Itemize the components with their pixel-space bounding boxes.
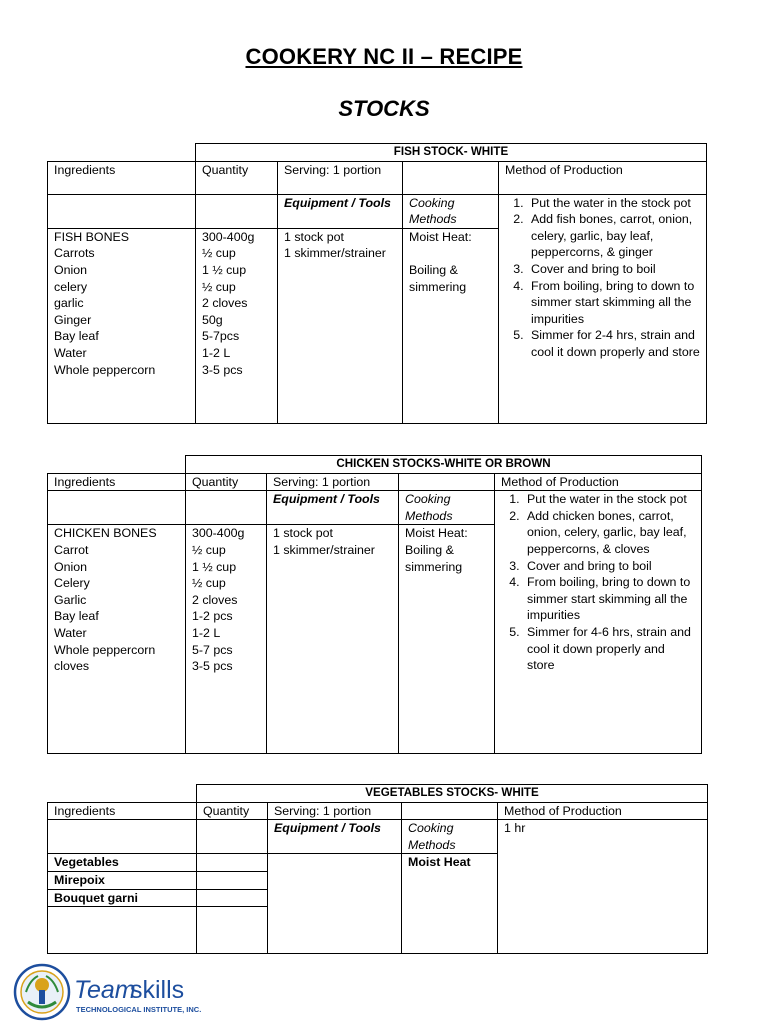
chicken-step: 1. Put the water in the stock pot (523, 491, 695, 508)
cooking-method: Boiling & simmering (405, 542, 463, 574)
chicken-step: 4. From boiling, bring to down to simmer start skimming all the impurities (523, 574, 695, 624)
chicken-cooking (399, 525, 495, 754)
veg-method-time: 1 hr (498, 820, 708, 954)
ingredient-qty: 1-2 L (202, 345, 231, 360)
ingredient-qty: 50g (202, 312, 223, 327)
veg-equipment-header: Equipment / Tools (268, 820, 402, 854)
chicken-step: 2. Add chicken bones, carrot, onion, celery, garlic, bay leaf, peppercorns, & cloves (523, 508, 695, 558)
ingredient-qty: 2 cloves (202, 296, 248, 311)
ingredient-name: Whole peppercorn (54, 642, 156, 657)
cooking-method: Moist Heat: (405, 526, 468, 541)
fish-cooking-header: Cooking Methods (403, 194, 499, 228)
ingredient-qty: 5-7pcs (202, 329, 240, 344)
tool-item: 1 skimmer/strainer (273, 542, 375, 557)
teamskills-logo (12, 962, 212, 1022)
veg-heading: VEGETABLES STOCKS- WHITE (197, 785, 708, 803)
tool-item: 1 stock pot (284, 229, 344, 244)
ingredient-qty: ½ cup (202, 279, 236, 294)
ingredient-qty: 1-2 L (192, 625, 221, 640)
fish-equipment-header: Equipment / Tools (278, 194, 403, 228)
veg-ingredient: Mirepoix (48, 871, 197, 889)
ingredient-qty: 300-400g (202, 229, 255, 244)
ingredient-qty: 3-5 pcs (192, 659, 233, 674)
fish-ingredient-list (48, 228, 196, 423)
fish-stock-table (47, 143, 707, 424)
ingredient-name: CHICKEN BONES (54, 526, 157, 541)
fish-heading: FISH STOCK- WHITE (196, 144, 707, 162)
chicken-stock-table (47, 455, 702, 754)
veg-ingredients-header: Ingredients (48, 802, 197, 820)
ingredient-name: Ginger (54, 312, 92, 327)
page-title: COOKERY NC II – RECIPE (245, 44, 523, 69)
ingredient-name: Celery (54, 576, 90, 591)
logo-team-text: Team (74, 976, 136, 1004)
ingredient-qty: 5-7 pcs (192, 642, 233, 657)
ingredient-name: FISH BONES (54, 229, 130, 244)
ingredient-name: Water (54, 345, 87, 360)
ingredient-name: Carrots (54, 246, 95, 261)
chicken-ingredients-header: Ingredients (48, 473, 186, 491)
chicken-method-header: Method of Production (495, 473, 702, 491)
ingredient-qty: 1 ½ cup (192, 559, 237, 574)
fish-ingredients-header: Ingredients (48, 161, 196, 194)
veg-ingredient: Bouquet garni (48, 889, 197, 907)
ingredient-name: Onion (54, 262, 88, 277)
veg-quantity-header: Quantity (197, 802, 268, 820)
fish-method-header: Method of Production (499, 161, 707, 194)
ingredient-qty: ½ cup (202, 246, 236, 261)
logo-institute-text: TECHNOLOGICAL INSTITUTE, INC. (76, 1005, 202, 1014)
ingredient-qty: ½ cup (192, 542, 226, 557)
fish-tools (278, 228, 403, 423)
ingredient-name: celery (54, 279, 88, 294)
veg-tools (268, 854, 402, 954)
chicken-quantity-list (186, 525, 267, 754)
ingredient-name: Onion (54, 559, 88, 574)
ingredient-name: Water (54, 625, 87, 640)
ingredient-qty: 2 cloves (192, 592, 238, 607)
cooking-method: Boiling & simmering (409, 262, 467, 294)
ingredient-name: Whole peppercorn (54, 362, 156, 377)
chicken-step: 5. Simmer for 4-6 hrs, strain and cool it down properly and store (523, 624, 695, 674)
tool-item: 1 skimmer/strainer (284, 246, 386, 261)
veg-cooking-header: Cooking Methods (402, 820, 498, 854)
logo-skills-text: skills (130, 976, 185, 1004)
fish-step: 1. Put the water in the stock pot (527, 195, 700, 212)
ingredient-name: Bay leaf (54, 329, 99, 344)
chicken-equipment-header: Equipment / Tools (267, 491, 399, 525)
ingredient-qty: 1 ½ cup (202, 262, 247, 277)
chicken-ingredient-list (48, 525, 186, 754)
fish-step: 5. Simmer for 2-4 hrs, strain and cool it down properly and store (527, 327, 700, 360)
logo-seal-icon (12, 962, 212, 1022)
chicken-tools (267, 525, 399, 754)
tool-item: 1 stock pot (273, 526, 333, 541)
fish-quantity-list (196, 228, 278, 423)
ingredient-name: Bay leaf (54, 609, 99, 624)
chicken-heading: CHICKEN STOCKS-WHITE OR BROWN (186, 456, 702, 474)
chicken-quantity-header: Quantity (186, 473, 267, 491)
ingredient-name: cloves (54, 659, 90, 674)
ingredient-name: Carrot (54, 542, 89, 557)
veg-cooking: Moist Heat (402, 854, 498, 954)
ingredient-qty: 1-2 pcs (192, 609, 233, 624)
ingredient-qty: 3-5 pcs (202, 362, 243, 377)
chicken-cooking-header: Cooking Methods (399, 491, 495, 525)
veg-serving-header: Serving: 1 portion (268, 802, 402, 820)
veg-ingredient: Vegetables (48, 854, 197, 872)
chicken-serving-header: Serving: 1 portion (267, 473, 399, 491)
fish-step: 3. Cover and bring to boil (527, 261, 700, 278)
chicken-method-steps (495, 491, 702, 754)
ingredient-name: garlic (54, 296, 84, 311)
fish-step: 2. Add fish bones, carrot, onion, celery, garlic, bay leaf, peppercorns, & ginger (527, 211, 700, 261)
ingredient-qty: ½ cup (192, 576, 226, 591)
ingredient-qty: 300-400g (192, 526, 245, 541)
fish-step: 4. From boiling, bring to down to simmer start skimming all the impurities (527, 278, 700, 328)
fish-quantity-header: Quantity (196, 161, 278, 194)
chicken-step: 3. Cover and bring to boil (523, 558, 695, 575)
ingredient-name: Garlic (54, 592, 87, 607)
vegetable-stock-table (47, 784, 708, 954)
page-subtitle: STOCKS (338, 96, 430, 121)
cooking-method: Moist Heat: (409, 229, 472, 244)
fish-serving-header: Serving: 1 portion (278, 161, 403, 194)
fish-method-steps (499, 194, 707, 423)
veg-method-header: Method of Production (498, 802, 708, 820)
fish-cooking (403, 228, 499, 423)
